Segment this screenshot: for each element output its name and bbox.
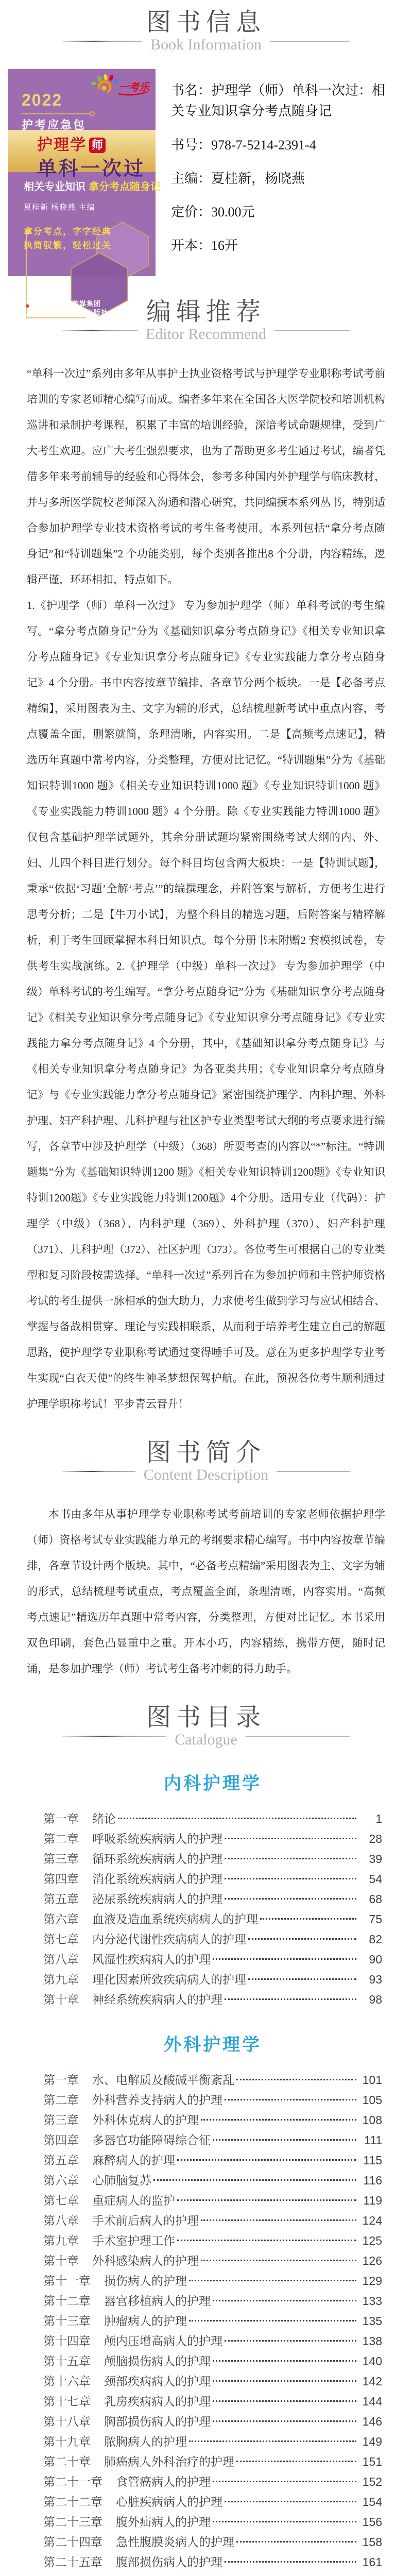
publisher-group: 中国健康传媒集团 xyxy=(43,300,101,308)
divider-line xyxy=(62,330,138,331)
toc-chapter-title: 外科感染病人的护理 xyxy=(92,2254,199,2267)
toc-chapter-title: 风湿性疾病病人的护理 xyxy=(92,1953,211,1966)
toc-row xyxy=(43,2532,382,2552)
section-title-en: Catalogue xyxy=(175,1731,237,1748)
book-info-value: 30.00元 xyxy=(211,205,255,220)
section-header-content-description xyxy=(0,1430,412,1484)
book-info-value: 夏桂新，杨晓燕 xyxy=(211,171,305,186)
toc-chapter-number: 第三章 xyxy=(43,1852,79,1866)
toc-row xyxy=(43,2512,382,2532)
toc-chapter-title: 重症病人的监护 xyxy=(92,2194,175,2207)
cover-slogan xyxy=(8,212,156,252)
toc-page-number: 111 xyxy=(364,2133,382,2147)
section-title-cn: 图书目录 xyxy=(146,1704,266,1731)
toc-dot-leader xyxy=(225,1998,356,2000)
toc-chapter-number: 第九章 xyxy=(43,1973,79,1986)
toc-chapter-title: 水、电解质及酸碱平衡紊乱 xyxy=(92,2073,234,2087)
toc-dot-leader xyxy=(213,2420,356,2422)
cover-year: 2022 xyxy=(22,91,63,109)
toc-page-number: 82 xyxy=(369,1933,382,1946)
toc-row xyxy=(43,2331,382,2351)
section-header-catalogue xyxy=(0,1695,412,1749)
toc-chapter-number: 第十二章 xyxy=(43,2294,91,2308)
section-title-cn: 编辑推荐 xyxy=(146,298,266,326)
toc-chapter-title: 内分泌代谢性疾病病人的护理 xyxy=(92,1933,246,1946)
toc-chapter-title: 手术前后病人的护理 xyxy=(92,2214,199,2227)
paragraph: “单科一次过”系列由多年从事护士执业资格考试与护理学专业职称考试考前培训的专家老师精心编写而成。编者多年来在全国各大医学院校和培训机构巡讲和录制护考课程，积累了丰富的培训经验，深谙考试命题规律，受到广大考生欢迎。应广大考生强烈要求，也为了帮助更多考生通过考试，编者凭借多年来考前辅导的经验和心得体会，参考多种国内外护理学与临床教材，并与多所医学院校老师深入沟通和潜心研究，共同编撰本系列丛书，特别适合参加护理学专业技术资格考试的考生备考使用。本系列包括“拿分考点随身记”和“特训题集”2 个功能类别，每个类别各推出8 个分册，内容精练，逻辑严谨，环环相扣，特点如下。 xyxy=(27,367,385,586)
toc-chapter-title: 器官移植病人的护理 xyxy=(104,2294,211,2308)
toc-dot-leader xyxy=(189,2320,356,2321)
divider-line xyxy=(277,1471,350,1472)
toc-chapter-number: 第二章 xyxy=(43,1832,79,1845)
toc-row xyxy=(43,2351,382,2371)
publisher-name: 中国医药科技出版社 xyxy=(43,309,109,316)
toc-dot-leader xyxy=(248,1978,356,1980)
toc-chapter-number: 第五章 xyxy=(43,1892,79,1906)
book-cover-image xyxy=(8,69,161,316)
toc-chapter-number: 第二十五章 xyxy=(43,2555,102,2569)
toc-page-number: 105 xyxy=(362,2093,382,2107)
toc-row xyxy=(43,1929,382,1950)
toc-chapter-number: 第七章 xyxy=(43,2194,79,2207)
book-info-label: 主编： xyxy=(171,171,212,186)
toc-chapter-title: 颈部疾病病人的护理 xyxy=(104,2375,211,2388)
toc-page-number: 133 xyxy=(362,2294,382,2308)
toc-chapter-number: 第三章 xyxy=(43,2113,79,2127)
toc-chapter-title: 肺癌病人外科治疗的护理 xyxy=(104,2455,234,2468)
brand-sun-icon xyxy=(89,74,150,97)
toc-page-number: 39 xyxy=(369,1852,382,1866)
toc-dot-leader xyxy=(236,2541,356,2543)
toc-page-number: 126 xyxy=(362,2254,382,2267)
toc-page-number: 140 xyxy=(362,2354,382,2368)
toc-chapter-title: 肿瘤病人的护理 xyxy=(104,2314,187,2328)
cover-slogan-line1: 拿分考点，字字经典 xyxy=(24,227,112,236)
toc-dot-leader xyxy=(213,1958,356,1960)
section-title-en: Editor Recommend xyxy=(145,326,267,343)
toc-row xyxy=(43,1950,382,1970)
toc-row xyxy=(43,1829,382,1849)
toc-page-number: 149 xyxy=(362,2435,382,2448)
toc-chapter-title: 神经系统疾病病人的护理 xyxy=(92,1993,222,2006)
toc-page-number: 101 xyxy=(362,2073,382,2087)
toc-page-number: 93 xyxy=(369,1973,382,1986)
toc-row xyxy=(43,2150,382,2171)
toc-chapter-title: 麻醉病人的护理 xyxy=(92,2154,175,2167)
toc-chapter-number: 第十八章 xyxy=(43,2415,91,2428)
book-info-value: 护理学（师）单科一次过：相关专业知识拿分考点随身记 xyxy=(171,83,386,119)
toc-chapter-number: 第二十章 xyxy=(43,2455,91,2468)
book-info-value: 16开 xyxy=(211,238,238,253)
toc-page-number: 98 xyxy=(369,1993,382,2006)
divider-line xyxy=(270,41,350,42)
cover-year-underline xyxy=(22,113,90,114)
toc-chapter-number: 第七章 xyxy=(43,1933,79,1946)
toc-row xyxy=(43,2191,382,2211)
cover-title-main: 护理学 xyxy=(37,137,87,154)
toc-row xyxy=(43,1970,382,1990)
cover-series-tag: 护考应急包 xyxy=(22,118,87,131)
toc-row xyxy=(43,2371,382,2392)
toc-chapter-title: 急性腹膜炎病人的护理 xyxy=(116,2535,234,2549)
toc-page-number: 90 xyxy=(369,1953,382,1966)
section-title-en: Book Information xyxy=(150,36,262,53)
toc-chapter-title: 多器官功能障碍综合征 xyxy=(92,2133,211,2147)
toc-chapter-number: 第六章 xyxy=(43,1912,79,1926)
toc-row xyxy=(43,2211,382,2231)
catalogue-part xyxy=(43,1769,382,2010)
toc-dot-leader xyxy=(225,2340,356,2342)
toc-dot-leader xyxy=(213,2521,356,2522)
toc-dot-leader xyxy=(213,2400,356,2402)
cover-title-badge: 师 xyxy=(89,138,106,153)
divider-line xyxy=(62,41,142,42)
toc-dot-leader xyxy=(177,2240,356,2241)
cover-gold-band xyxy=(8,130,156,180)
toc-row xyxy=(43,2171,382,2191)
section-header-book-info xyxy=(0,0,412,54)
toc-dot-leader xyxy=(236,2079,356,2080)
toc-dot-leader xyxy=(118,1818,356,1819)
toc-dot-leader xyxy=(189,2441,356,2442)
book-info-item xyxy=(171,235,394,256)
catalogue-part-heading: 外科护理学 xyxy=(164,2035,262,2055)
toc-chapter-title: 胸部损伤病人的护理 xyxy=(104,2415,211,2428)
cover-title-sub: 单科一次过 xyxy=(37,158,146,180)
toc-dot-leader xyxy=(153,2179,356,2181)
toc-page-number: 156 xyxy=(362,2515,382,2529)
toc-chapter-number: 第十五章 xyxy=(43,2354,91,2368)
toc-page-number: 146 xyxy=(362,2415,382,2428)
toc-page-number: 161 xyxy=(362,2555,382,2569)
toc-chapter-number: 第五章 xyxy=(43,2154,79,2167)
toc-row xyxy=(43,2432,382,2452)
publisher-emblem-icon xyxy=(21,299,39,317)
book-info-item xyxy=(171,80,394,122)
toc-row xyxy=(43,2412,382,2432)
divider-line xyxy=(246,1736,350,1737)
toc-row xyxy=(43,2291,382,2311)
toc-dot-leader xyxy=(213,2481,356,2482)
cover-subject-highlight: 拿分考点随身记 xyxy=(89,181,161,193)
toc-dot-leader xyxy=(225,1838,356,1839)
divider-line xyxy=(62,1736,166,1737)
book-info-label: 开本： xyxy=(171,238,212,253)
book-info-label: 书名： xyxy=(171,83,212,98)
catalogue-part xyxy=(43,2030,382,2576)
toc-row xyxy=(43,2452,382,2472)
toc-chapter-number: 第二十四章 xyxy=(43,2535,102,2549)
toc-chapter-title xyxy=(116,2572,270,2576)
toc-page-number: 144 xyxy=(362,2395,382,2408)
paragraph: 1.《护理学（师）单科一次过》 专为参加护理学（师）单科考试的考生编写。“拿分考点随身记”分为《基础知识拿分考点随身记》《相关专业知识拿分考点随身记》《专业知识拿分考点随身记》《专业实践能力拿分考点随身记》4 个分册。书中内容按章节编排，各章节分两个板块。一是【必备考点精编】，采用图表为主、文字为辅的形式，总结梳理新考试中重点内容，考点覆盖全面，删繁就简，条理清晰，内容实用。二是【高频考点速记】，精选历年真题中常考内容，分类整理，方便对比记忆。“特训题集”分为《基础知识特训1000 题》《相关专业知识特训1000 题》《专业知识特训1000 题》《专业实践能力特训1000 题》4 个分册。除《专业实践能力特训1000 题》仅包含基础护理学试题外，其余分册试题均紧密围绕考试大纲的内、外、妇、儿四个科目进行划分。每个科目均包含两大板块：一是【特训试题】，秉承“依据‘习题’全解‘考点’”的编撰理念，并附答案与解析，方便考生进行思考分析；二是【牛刀小试】，为整个科目的精选习题，后附答案与精粹解析，利于考生回顾掌握本科目知识点。每个分册书末附赠2 套模拟试卷，专供考生实战演练。2.《护理学（中级）单科一次过》 专为参加护理学（中级）单科考试的考生编写。“拿分考点随身记”分为《基础知识拿分考点随身记》《相关专业知识拿分考点随身记》《专业知识拿分考点随身记》《专业实践能力拿分考点随身记》4 个分册，其中，《基础知识拿分考点随身记》与《相关专业知识拿分考点随身记》为各亚类共用；《专业知识拿分考点随身记》与《专业实践能力拿分考点随身记》紧密围绕护理学、内科护理、外科护理、妇产科护理、儿科护理与社区护专业类型考试大纲的考点要求进行编写，各章节中涉及护理学（中级）（368）所要考查的内容以“*”标注。“特训题集”分为《基础知识特训1200 题》《相关专业知识特训1200题》《专业知识特训1200题》《专业实践能力特训1200题》4个分册。适用专业（代码）：护理学（中级）（368）、内科护理（369）、外科护理（370）、妇产科护理（371）、儿科护理（372）、社区护理（373）。各位考生可根据自己的专业类型和复习阶段按需选择。“单科一次过”系列旨在为参加护师和主管护师资格考试的考生提供一脉相承的强大助力，力求使考生做到学习与应试相结合、掌握与备战相贯穿、理论与实践相联系，从而利于培养考生建立自己的解题思路，使护理学专业职称考试通过变得唾手可及。意在为更多护理学专业考生实现“白衣天使”的终生神圣梦想保驾护航。在此，预祝各位考生顺利通过护理学职称考试！平步青云晋升！ xyxy=(27,599,385,1410)
toc-chapter-number: 第二十三章 xyxy=(43,2515,102,2529)
toc-chapter-number: 第八章 xyxy=(43,1953,79,1966)
toc-row xyxy=(43,2070,382,2090)
toc-page-number: 54 xyxy=(369,1872,382,1886)
toc-chapter-number: 第九章 xyxy=(43,2234,79,2247)
toc-chapter-title: 腹外疝病人的护理 xyxy=(116,2515,211,2529)
toc-page-number: 138 xyxy=(362,2334,382,2348)
toc-row xyxy=(43,2271,382,2291)
toc-dot-leader xyxy=(260,1918,356,1920)
toc-dot-leader xyxy=(177,2199,356,2201)
toc-dot-leader xyxy=(225,2099,356,2100)
toc-chapter-number: 第八章 xyxy=(43,2214,79,2227)
paragraph: 本书由多年从事护理学专业职称考试考前培训的专家老师依据护理学（师）资格考试专业实践能力单元的考纲要求精心编写。书中内容按章节编排，各章节设计两个版块。其中，“必备考点精编”采用图表为主、文字为辅的形式，总结梳理考试重点，考点覆盖全面，条理清晰，内容实用。“高频考点速记”精选历年真题中常考内容，分类整理，方便对比记忆。本书采用双色印刷，套色凸显重中之重。开本小巧，内容精练，携带方便，随时记诵，是参加护理学（师）考试考生备考冲刺的得力助手。 xyxy=(27,1508,385,1675)
toc-dot-leader xyxy=(225,1858,356,1859)
toc-chapter-number: 第十六章 xyxy=(43,2375,91,2388)
toc-page-number: 135 xyxy=(362,2314,382,2328)
toc-dot-leader xyxy=(189,2280,356,2281)
toc-dot-leader xyxy=(225,2501,356,2502)
toc-page-number: 68 xyxy=(369,1892,382,1906)
toc-chapter-number: 第十三章 xyxy=(43,2314,91,2328)
toc-page-number: 115 xyxy=(363,2154,382,2167)
toc-row xyxy=(43,1809,382,1829)
toc-chapter-title: 腹部损伤病人的护理 xyxy=(116,2555,222,2569)
section-title-cn: 图书简介 xyxy=(146,1439,266,1466)
toc-dot-leader xyxy=(248,1938,356,1940)
toc-row xyxy=(43,2572,382,2576)
toc-row xyxy=(43,1889,382,1909)
toc-chapter-number: 第四章 xyxy=(43,2133,79,2147)
catalogue-part-heading: 内科护理学 xyxy=(164,1774,262,1793)
toc-chapter-number: 第四章 xyxy=(43,1872,79,1886)
toc-page-number: 154 xyxy=(362,2495,382,2509)
catalogue-list xyxy=(43,1769,382,2576)
toc-chapter-number: 第二十二章 xyxy=(43,2495,102,2509)
toc-chapter-title: 呼吸系统疾病病人的护理 xyxy=(92,1832,222,1845)
catalogue-rows xyxy=(43,2070,382,2576)
content-description-text xyxy=(27,1501,385,1682)
toc-page-number: 1 xyxy=(375,1812,382,1825)
toc-row xyxy=(43,1869,382,1889)
book-info-item xyxy=(171,135,394,156)
toc-dot-leader xyxy=(225,2561,356,2563)
toc-page-number: 152 xyxy=(362,2475,382,2488)
toc-dot-leader xyxy=(213,2360,356,2362)
toc-row xyxy=(43,2472,382,2492)
svg-text:一考乐: 一考乐 xyxy=(118,82,149,93)
cover-subject: 相关专业知识 xyxy=(24,181,85,193)
toc-dot-leader xyxy=(201,2219,356,2221)
book-info-item xyxy=(171,202,394,223)
divider-line xyxy=(274,330,350,331)
toc-chapter-title: 泌尿系统疾病病人的护理 xyxy=(92,1892,222,1906)
toc-row xyxy=(43,1990,382,2010)
toc-chapter-number: 第十章 xyxy=(43,1993,79,2006)
toc-dot-leader xyxy=(213,2300,356,2301)
toc-chapter-title: 脓胸病人的护理 xyxy=(104,2435,187,2448)
toc-chapter-title: 外科营养支持病人的护理 xyxy=(92,2093,222,2107)
toc-page-number: 75 xyxy=(369,1912,382,1926)
book-info-item xyxy=(171,168,394,189)
toc-row xyxy=(43,2251,382,2271)
toc-dot-leader xyxy=(201,2260,356,2261)
section-title-en: Content Description xyxy=(143,1466,269,1483)
toc-chapter-number: 第十七章 xyxy=(43,2395,91,2408)
book-info-value: 978-7-5214-2391-4 xyxy=(211,137,316,152)
toc-row xyxy=(43,1909,382,1929)
toc-chapter-number: 第十九章 xyxy=(43,2435,91,2448)
toc-page-number: 108 xyxy=(362,2113,382,2127)
toc-dot-leader xyxy=(236,2461,356,2462)
toc-page-number: 119 xyxy=(363,2194,382,2207)
editor-recommend-text xyxy=(27,361,385,1417)
toc-row xyxy=(43,2392,382,2412)
toc-chapter-number: 第十一章 xyxy=(43,2274,91,2287)
toc-chapter-title: 心脏疾病病人的护理 xyxy=(116,2495,222,2509)
toc-row xyxy=(43,2130,382,2150)
toc-chapter-number: 第二十一章 xyxy=(43,2475,102,2488)
toc-page-number: 158 xyxy=(362,2535,382,2549)
catalogue-rows xyxy=(43,1809,382,2010)
toc-dot-leader xyxy=(213,2380,356,2382)
toc-chapter-title: 颅内压增高病人的护理 xyxy=(104,2334,222,2348)
toc-row xyxy=(43,2231,382,2251)
toc-page-number: 142 xyxy=(362,2375,382,2388)
cover-slogan-line2: 执简驭繁，轻松过关 xyxy=(24,241,112,250)
toc-chapter-title: 消化系统疾病病人的护理 xyxy=(92,1872,222,1886)
toc-row xyxy=(43,1849,382,1869)
toc-chapter-number: 第十四章 xyxy=(43,2334,91,2348)
toc-row xyxy=(43,2090,382,2110)
toc-chapter-title: 手术室护理工作 xyxy=(92,2234,175,2247)
toc-chapter-title: 绪论 xyxy=(92,1812,116,1825)
book-info-label: 定价： xyxy=(171,205,212,220)
toc-page-number: 125 xyxy=(362,2234,382,2247)
divider-line xyxy=(62,1471,135,1472)
toc-page-number: 116 xyxy=(363,2174,382,2187)
toc-chapter-title: 食管癌病人的护理 xyxy=(116,2475,211,2488)
book-info-list xyxy=(171,69,394,276)
cover-authors: 夏桂新 杨晓燕 主编 xyxy=(24,203,95,212)
brand-logo xyxy=(89,74,150,99)
toc-dot-leader xyxy=(201,2119,356,2121)
toc-chapter-title: 外科休克病人的护理 xyxy=(92,2113,199,2127)
publisher-block xyxy=(21,299,108,317)
toc-chapter-title: 循环系统疾病病人的护理 xyxy=(92,1852,222,1866)
toc-page-number xyxy=(358,2572,382,2576)
toc-dot-leader xyxy=(225,1898,356,1900)
toc-chapter-title: 理化因素所致疾病病人的护理 xyxy=(92,1973,246,1986)
toc-dot-leader xyxy=(225,1878,356,1879)
toc-page-number: 124 xyxy=(362,2214,382,2227)
toc-chapter-number: 第一章 xyxy=(43,2073,79,2087)
toc-chapter-title: 乳房疾病病人的护理 xyxy=(104,2395,211,2408)
toc-page-number: 151 xyxy=(362,2455,382,2468)
toc-chapter-number: 第六章 xyxy=(43,2174,79,2187)
toc-page-number: 129 xyxy=(362,2274,382,2287)
toc-chapter-number xyxy=(43,2572,102,2576)
toc-chapter-title: 血液及造血系统疾病病人的护理 xyxy=(92,1912,258,1926)
toc-chapter-title: 损伤病人的护理 xyxy=(104,2274,187,2287)
toc-chapter-number: 第二章 xyxy=(43,2093,79,2107)
toc-row xyxy=(43,2492,382,2512)
toc-chapter-title: 颅脑损伤病人的护理 xyxy=(104,2354,211,2368)
toc-dot-leader xyxy=(213,2139,356,2141)
toc-chapter-title: 心肺脑复苏 xyxy=(92,2174,151,2187)
toc-row xyxy=(43,2110,382,2130)
book-info-label: 书号： xyxy=(171,137,212,152)
toc-row xyxy=(43,2311,382,2331)
toc-chapter-number: 第一章 xyxy=(43,1812,79,1825)
toc-row xyxy=(43,2552,382,2572)
toc-page-number: 28 xyxy=(369,1832,382,1845)
toc-chapter-number: 第十章 xyxy=(43,2254,79,2267)
toc-dot-leader xyxy=(177,2159,356,2161)
section-title-cn: 图书信息 xyxy=(146,9,266,36)
